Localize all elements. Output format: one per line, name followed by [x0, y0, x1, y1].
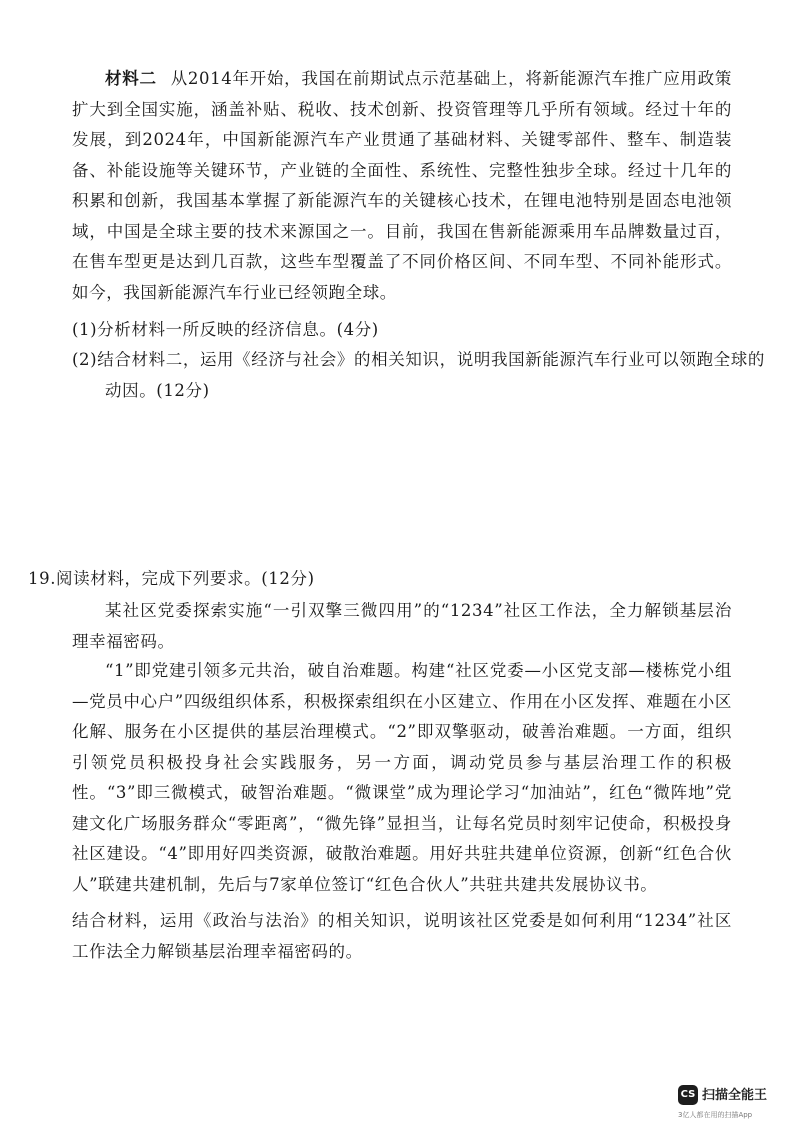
question-18-2: (2)结合材料二，运用《经济与社会》的相关知识，说明我国新能源汽车行业可以领跑全球的动因。(12分) — [72, 350, 765, 400]
question-19-heading: 19.阅读材料，完成下列要求。(12分) — [28, 569, 315, 588]
question-19-task: 结合材料，运用《政治与法治》的相关知识，说明该社区党委是如何利用“1234”社区工作法全力解锁基层治理幸福密码的。 — [72, 911, 732, 961]
material-two-label: 材料二 — [105, 69, 157, 88]
camscanner-logo-icon: CS — [678, 1085, 698, 1105]
camscanner-watermark — [678, 1082, 786, 1122]
question-19-material: “1”即党建引领多元共治，破自治难题。构建“社区党委—小区党支部—楼栋党小组—党员中心户”四级组织体系，积极探索组织在小区建立、作用在小区发挥、难题在小区化解、服务在小区提供的基层治理模式。“2”即双擎驱动，破善治难题。一方面，组织引领党员积极投身社会实践服务，另一方面，调动党员参与基层治理工作的积极性。“3”即三微模式，破智治难题。“微课堂”成为理论学习“加油站”，红色“微阵地”党建文化广场服务群众“零距离”，“微先锋”显担当，让每名党员时刻牢记使命，积极投身社区建设。“4”即用好四类资源，破散治难题。用好共驻共建单位资源，创新“红色合伙人”联建共建机制，先后与7家单位签订“红色合伙人”共驻共建共发展协议书。 — [72, 661, 732, 894]
question-18-1: (1)分析材料一所反映的经济信息。(4分) — [72, 320, 379, 339]
camscanner-tagline: 3亿人都在用的扫描App — [678, 1111, 753, 1119]
camscanner-name: 扫描全能王 — [702, 1088, 768, 1103]
material-two-paragraph — [72, 64, 732, 308]
material-two-text: 从2014年开始，我国在前期试点示范基础上，将新能源汽车推广应用政策扩大到全国实施，涵盖补贴、税收、技术创新、投资管理等几乎所有领域。经过十年的发展，到2024年，中国新能源汽车产业贯通了基础材料、关键零部件、整车、制造装备、补能设施等关键环节，产业链的全面性、系统性、完整性独步全球。经过十几年的积累和创新，我国基本掌握了新能源汽车的关键核心技术，在锂电池特别是固态电池领域，中国是全球主要的技术来源国之一。目前，我国在售新能源乘用车品牌数量过百，在售车型更是达到几百款，这些车型覆盖了不同价格区间、不同车型、不同补能形式。如今，我国新能源汽车行业已经领跑全球。 — [72, 69, 732, 302]
question-19-intro: 某社区党委探索实施“一引双擎三微四用”的“1234”社区工作法，全力解锁基层治理幸福密码。 — [72, 601, 732, 651]
